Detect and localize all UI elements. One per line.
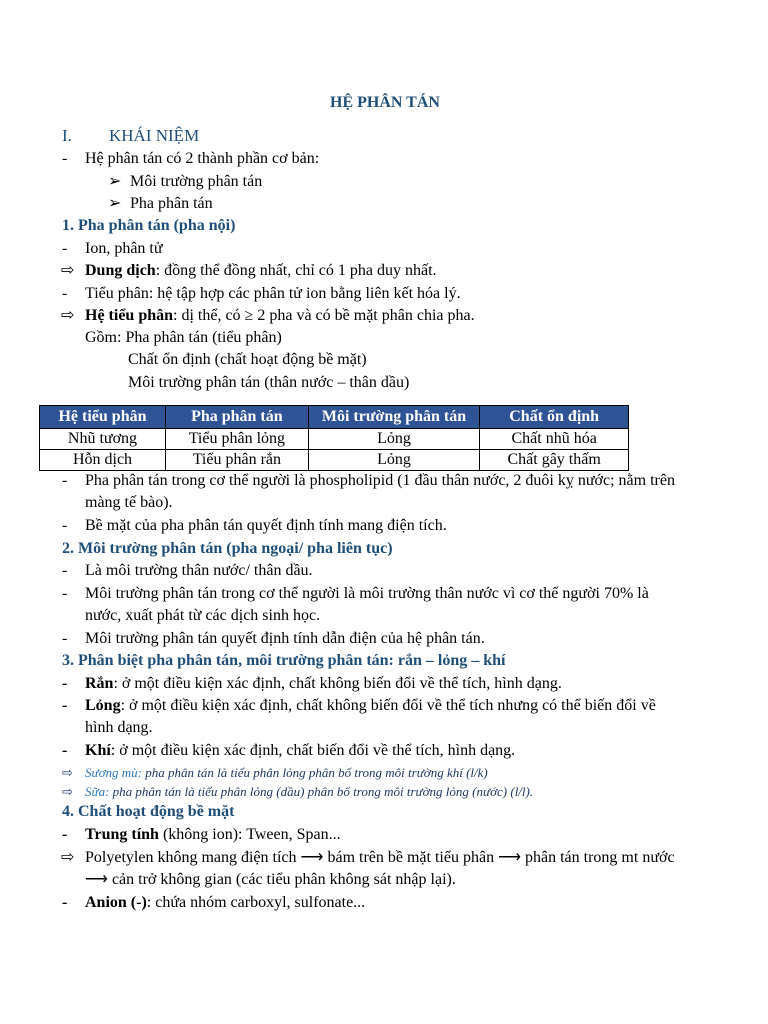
- table-cell: Tiểu phân lỏng: [165, 429, 308, 450]
- paragraph: hình dạng.: [85, 719, 153, 736]
- table-cell: Chất gây thấm: [480, 450, 629, 471]
- term-bold: Trung tính: [85, 826, 159, 843]
- table-cell: Chất nhũ hóa: [480, 429, 629, 450]
- dash-marker: -: [62, 585, 68, 602]
- dash-marker: -: [62, 562, 68, 579]
- intro-item: Môi trường phân tán: [130, 173, 263, 190]
- section-number: I.: [62, 126, 72, 145]
- paragraph: Là môi trường thân nước/ thân dầu.: [85, 562, 313, 579]
- dash-marker: -: [62, 285, 68, 302]
- section-heading-1: [62, 125, 72, 147]
- term-rest: : ở một điều kiện xác định, chất không biến đổi về thể tích nhưng có thể biến đổi về: [120, 697, 656, 714]
- dash-marker: -: [62, 697, 68, 714]
- table-cell: Lỏng: [308, 450, 480, 471]
- paragraph: Chất ổn định (chất hoạt động bề mặt): [128, 351, 367, 368]
- paragraph: [85, 673, 562, 695]
- term-rest: (không ion): Tween, Span...: [158, 826, 341, 843]
- arrow-icon: ⇨: [62, 784, 73, 799]
- paragraph: Polyetylen không mang điện tích ⟶ bám trên bề mặt tiểu phân ⟶ phân tán trong mt nước: [85, 849, 675, 866]
- paragraph: ⟶ cản trở không gian (các tiểu phân không sát nhập lại).: [85, 871, 456, 888]
- dash-marker: -: [62, 240, 68, 257]
- disperse-system-table: [39, 405, 629, 471]
- table-cell: Tiểu phân rắn: [165, 450, 308, 471]
- table-row: [40, 429, 629, 450]
- table-header-row: [40, 406, 629, 429]
- table-cell: Hỗn dịch: [40, 450, 166, 471]
- paragraph: Bề mặt của pha phân tán quyết định tính mang điện tích.: [85, 517, 447, 534]
- dash-marker: -: [62, 894, 68, 911]
- subheading-3: 3. Phân biệt pha phân tán, môi trường phân tán: rắn – lỏng – khí: [62, 652, 506, 669]
- intro-item: Pha phân tán: [130, 195, 213, 212]
- arrow-icon: ⇨: [62, 765, 73, 780]
- note-label: Sương mù:: [85, 765, 142, 780]
- bullet-icon: ➢: [108, 195, 122, 212]
- note-text: pha phân tán là tiểu phân lỏng (dầu) phân bố trong môi trường lỏng (nước) (l/l).: [109, 784, 534, 799]
- note-line: [85, 781, 533, 803]
- table-header-cell: Pha phân tán: [165, 406, 308, 429]
- paragraph: [85, 695, 656, 717]
- term-bold: Hệ tiểu phân: [85, 307, 174, 324]
- dash-marker: -: [62, 630, 68, 647]
- dash-marker: -: [62, 472, 68, 489]
- paragraph: Môi trường phân tán trong cơ thể người là môi trường thân nước vì cơ thể người 70% là: [85, 585, 649, 602]
- paragraph: [85, 305, 475, 327]
- subheading-2: 2. Môi trường phân tán (pha ngoại/ pha liên tục): [62, 540, 393, 557]
- note-text: pha phân tán là tiểu phân lỏng phân bố trong môi trường khí (l/k): [142, 765, 488, 780]
- arrow-icon: ⇨: [61, 849, 75, 866]
- paragraph: Ion, phân tử: [85, 240, 163, 257]
- term-bold: Rắn: [85, 675, 114, 692]
- subheading-4: 4. Chất hoạt động bề mặt: [62, 803, 235, 820]
- dash-marker: -: [62, 517, 68, 534]
- paragraph: [85, 740, 515, 762]
- section-label: KHÁI NIỆM: [109, 126, 200, 145]
- paragraph: Gồm: Pha phân tán (tiểu phân): [85, 329, 282, 346]
- intro-text: Hệ phân tán có 2 thành phần cơ bản:: [85, 150, 320, 167]
- dash-marker: -: [62, 826, 68, 843]
- term-bold: Dung dịch: [85, 262, 156, 279]
- bullet-icon: ➢: [108, 173, 122, 190]
- note-label: Sữa:: [85, 784, 110, 799]
- term-rest: : dị thể, có ≥ 2 pha và có bề mặt phân chia pha.: [173, 307, 475, 324]
- paragraph: Môi trường phân tán quyết định tính dẫn điện của hệ phân tán.: [85, 630, 485, 647]
- table-cell: Lỏng: [308, 429, 480, 450]
- paragraph: [85, 824, 341, 846]
- term-bold: Anion (-): [85, 894, 147, 911]
- subheading-1: 1. Pha phân tán (pha nội): [62, 217, 236, 234]
- term-rest: : ở một điều kiện xác định, chất biến đổi về thể tích, hình dạng.: [110, 742, 516, 759]
- paragraph: màng tế bào).: [85, 494, 173, 511]
- arrow-icon: ⇨: [61, 307, 75, 324]
- dash-marker: -: [62, 675, 68, 692]
- paragraph: [85, 260, 437, 282]
- paragraph: [85, 892, 365, 914]
- table-row: [40, 450, 629, 471]
- dash-marker: -: [62, 742, 68, 759]
- table-header-cell: Hệ tiểu phân: [40, 406, 166, 429]
- doc-title: HỆ PHÂN TÁN: [330, 94, 440, 111]
- term-bold: Khí: [85, 742, 111, 759]
- term-rest: : ở một điều kiện xác định, chất không biến đổi về thể tích, hình dạng.: [113, 675, 562, 692]
- arrow-icon: ⇨: [61, 262, 75, 279]
- paragraph: Tiểu phân: hệ tập hợp các phân tử ion bằng liên kết hóa lý.: [85, 285, 461, 302]
- paragraph: Môi trường phân tán (thân nước – thân dầu): [128, 374, 410, 391]
- dash-marker: -: [62, 150, 68, 167]
- term-rest: : chứa nhóm carboxyl, sulfonate...: [146, 894, 366, 911]
- table-header-cell: Môi trường phân tán: [308, 406, 480, 429]
- paragraph: Pha phân tán trong cơ thể người là phospholipid (1 đầu thân nước, 2 đuôi kỵ nước; nằm trên: [85, 472, 675, 489]
- paragraph: nước, xuất phát từ các dịch sinh học.: [85, 607, 321, 624]
- table-header-cell: Chất ổn định: [480, 406, 629, 429]
- table-cell: Nhũ tương: [40, 429, 166, 450]
- term-bold: Lỏng: [85, 697, 121, 714]
- term-rest: : đồng thể đồng nhất, chỉ có 1 pha duy nhất.: [155, 262, 437, 279]
